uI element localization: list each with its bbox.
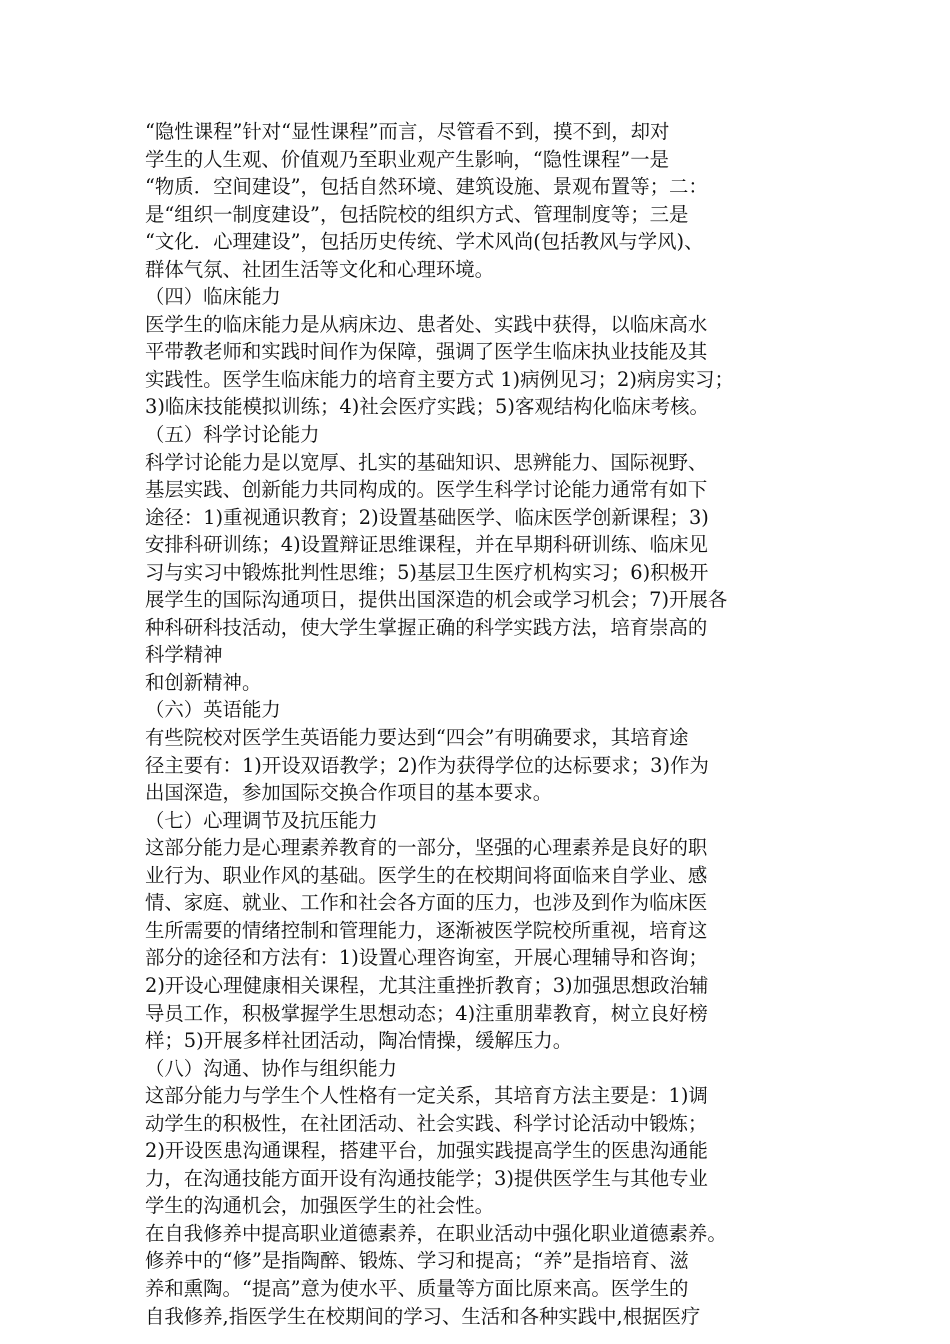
body-line: 导员工作，积极掌握学生思想动态；4)注重朋辈教育，树立良好榜 [145,1001,708,1025]
body-line: 径主要有：1)开设双语教学；2)作为获得学位的达标要求；3)作为 [145,753,709,777]
body-line: 业行为、职业作风的基础。医学生的在校期间将面临来自学业、感 [145,863,708,887]
body-line: 医学生的临床能力是从病床边、患者处、实践中获得，以临床高水 [145,312,708,336]
section-heading: （七）心理调节及抗压能力 [145,808,378,832]
body-line: 有些院校对医学生英语能力要达到“四会”有明确要求，其培育途 [145,726,689,750]
body-line: 出国深造，参加国际交换合作项目的基本要求。 [145,781,553,805]
body-line: 和创新精神。 [145,670,262,694]
document-body [145,118,825,1330]
section-heading: （四）临床能力 [145,285,281,309]
body-line: 样；5)开展多样社团活动，陶冶情操，缓解压力。 [145,1029,573,1053]
body-line: 平带教老师和实践时间作为保障，强调了医学生临床执业技能及其 [145,340,708,364]
section-heading: （六）英语能力 [145,698,281,722]
body-line: 是“组织一制度建设”，包括院校的组织方式、管理制度等；三是 [145,202,689,226]
body-line: 学生的人生观、价值观乃至职业观产生影响，“隐性课程”一是 [145,147,669,171]
body-line: 科学精神 [145,643,223,667]
body-line: 修养中的“修”是指陶醉、锻炼、学习和提高；“养”是指培育、滋 [145,1249,689,1273]
body-line: 情、家庭、就业、工作和社会各方面的压力，也涉及到作为临床医 [145,891,708,915]
body-line: 这部分能力是心理素养教育的一部分，坚强的心理素养是良好的职 [145,836,708,860]
body-line: 科学讨论能力是以宽厚、扎实的基础知识、思辨能力、国际视野、 [145,450,708,474]
body-line: 生所需要的情绪控制和管理能力，逐渐被医学院校所重视，培育这 [145,918,708,942]
body-line: 3)临床技能模拟训练；4)社会医疗实践；5)客观结构化临床考核。 [145,395,709,419]
body-line: 基层实践、创新能力共同构成的。医学生科学讨论能力通常有如下 [145,478,708,502]
body-line: 在自我修养中提高职业道德素养，在职业活动中强化职业道德素养。 [145,1221,727,1245]
body-line: 展学生的国际沟通项日，提供出国深造的机会或学习机会；7)开展各 [145,588,728,612]
body-line: “文化．心理建设”，包括历史传统、学术风尚(包括教风与学风)、 [145,230,704,254]
body-line: 习与实习中锻炼批判性思维；5)基层卫生医疗机构实习；6)积极开 [145,560,709,584]
body-line: 2)开设心理健康相关课程，尤其注重挫折教育；3)加强思想政治辅 [145,973,709,997]
section-heading: （八）沟通、协作与组织能力 [145,1056,398,1080]
body-line: 自我修养,指医学生在校期间的学习、生活和各种实践中,根据医疗 [145,1304,701,1328]
section-heading: （五）科学讨论能力 [145,423,320,447]
body-line: 养和熏陶。“提高”意为使水平、质量等方面比原来高。医学生的 [145,1276,689,1300]
body-line: 这部分能力与学生个人性格有一定关系，其培育方法主要是：1)调 [145,1084,708,1108]
body-line: 2)开设医患沟通课程，搭建平台，加强实践提高学生的医患沟通能 [145,1139,708,1163]
body-line: 群体气氛、社团生活等文化和心理环境。 [145,257,495,281]
body-line: “物质．空间建设”，包括自然环境、建筑设施、景观布置等；二： [145,175,708,199]
body-line: 部分的途径和方法有：1)设置心理咨询室，开展心理辅导和咨询； [145,946,708,970]
body-line: 实践性。医学生临床能力的培育主要方式 1)病例见习；2)病房实习； [145,367,734,391]
body-line: 动学生的积极性，在社团活动、社会实践、科学讨论活动中锻炼； [145,1111,708,1135]
body-line: 学生的沟通机会，加强医学生的社会性。 [145,1194,495,1218]
body-line: “隐性课程”针对“显性课程”而言，尽管看不到，摸不到，却对 [145,120,670,143]
body-line: 种科研科技活动，使大学生掌握正确的科学实践方法，培育崇高的 [145,615,708,639]
body-line: 途径：1)重视通识教育；2)设置基础医学、临床医学创新课程；3) [145,505,709,529]
body-line: 力，在沟通技能方面开设有沟通技能学；3)提供医学生与其他专业 [145,1166,708,1190]
body-line: 安排科研训练；4)设置辩证思维课程，并在早期科研训练、临床见 [145,533,708,557]
